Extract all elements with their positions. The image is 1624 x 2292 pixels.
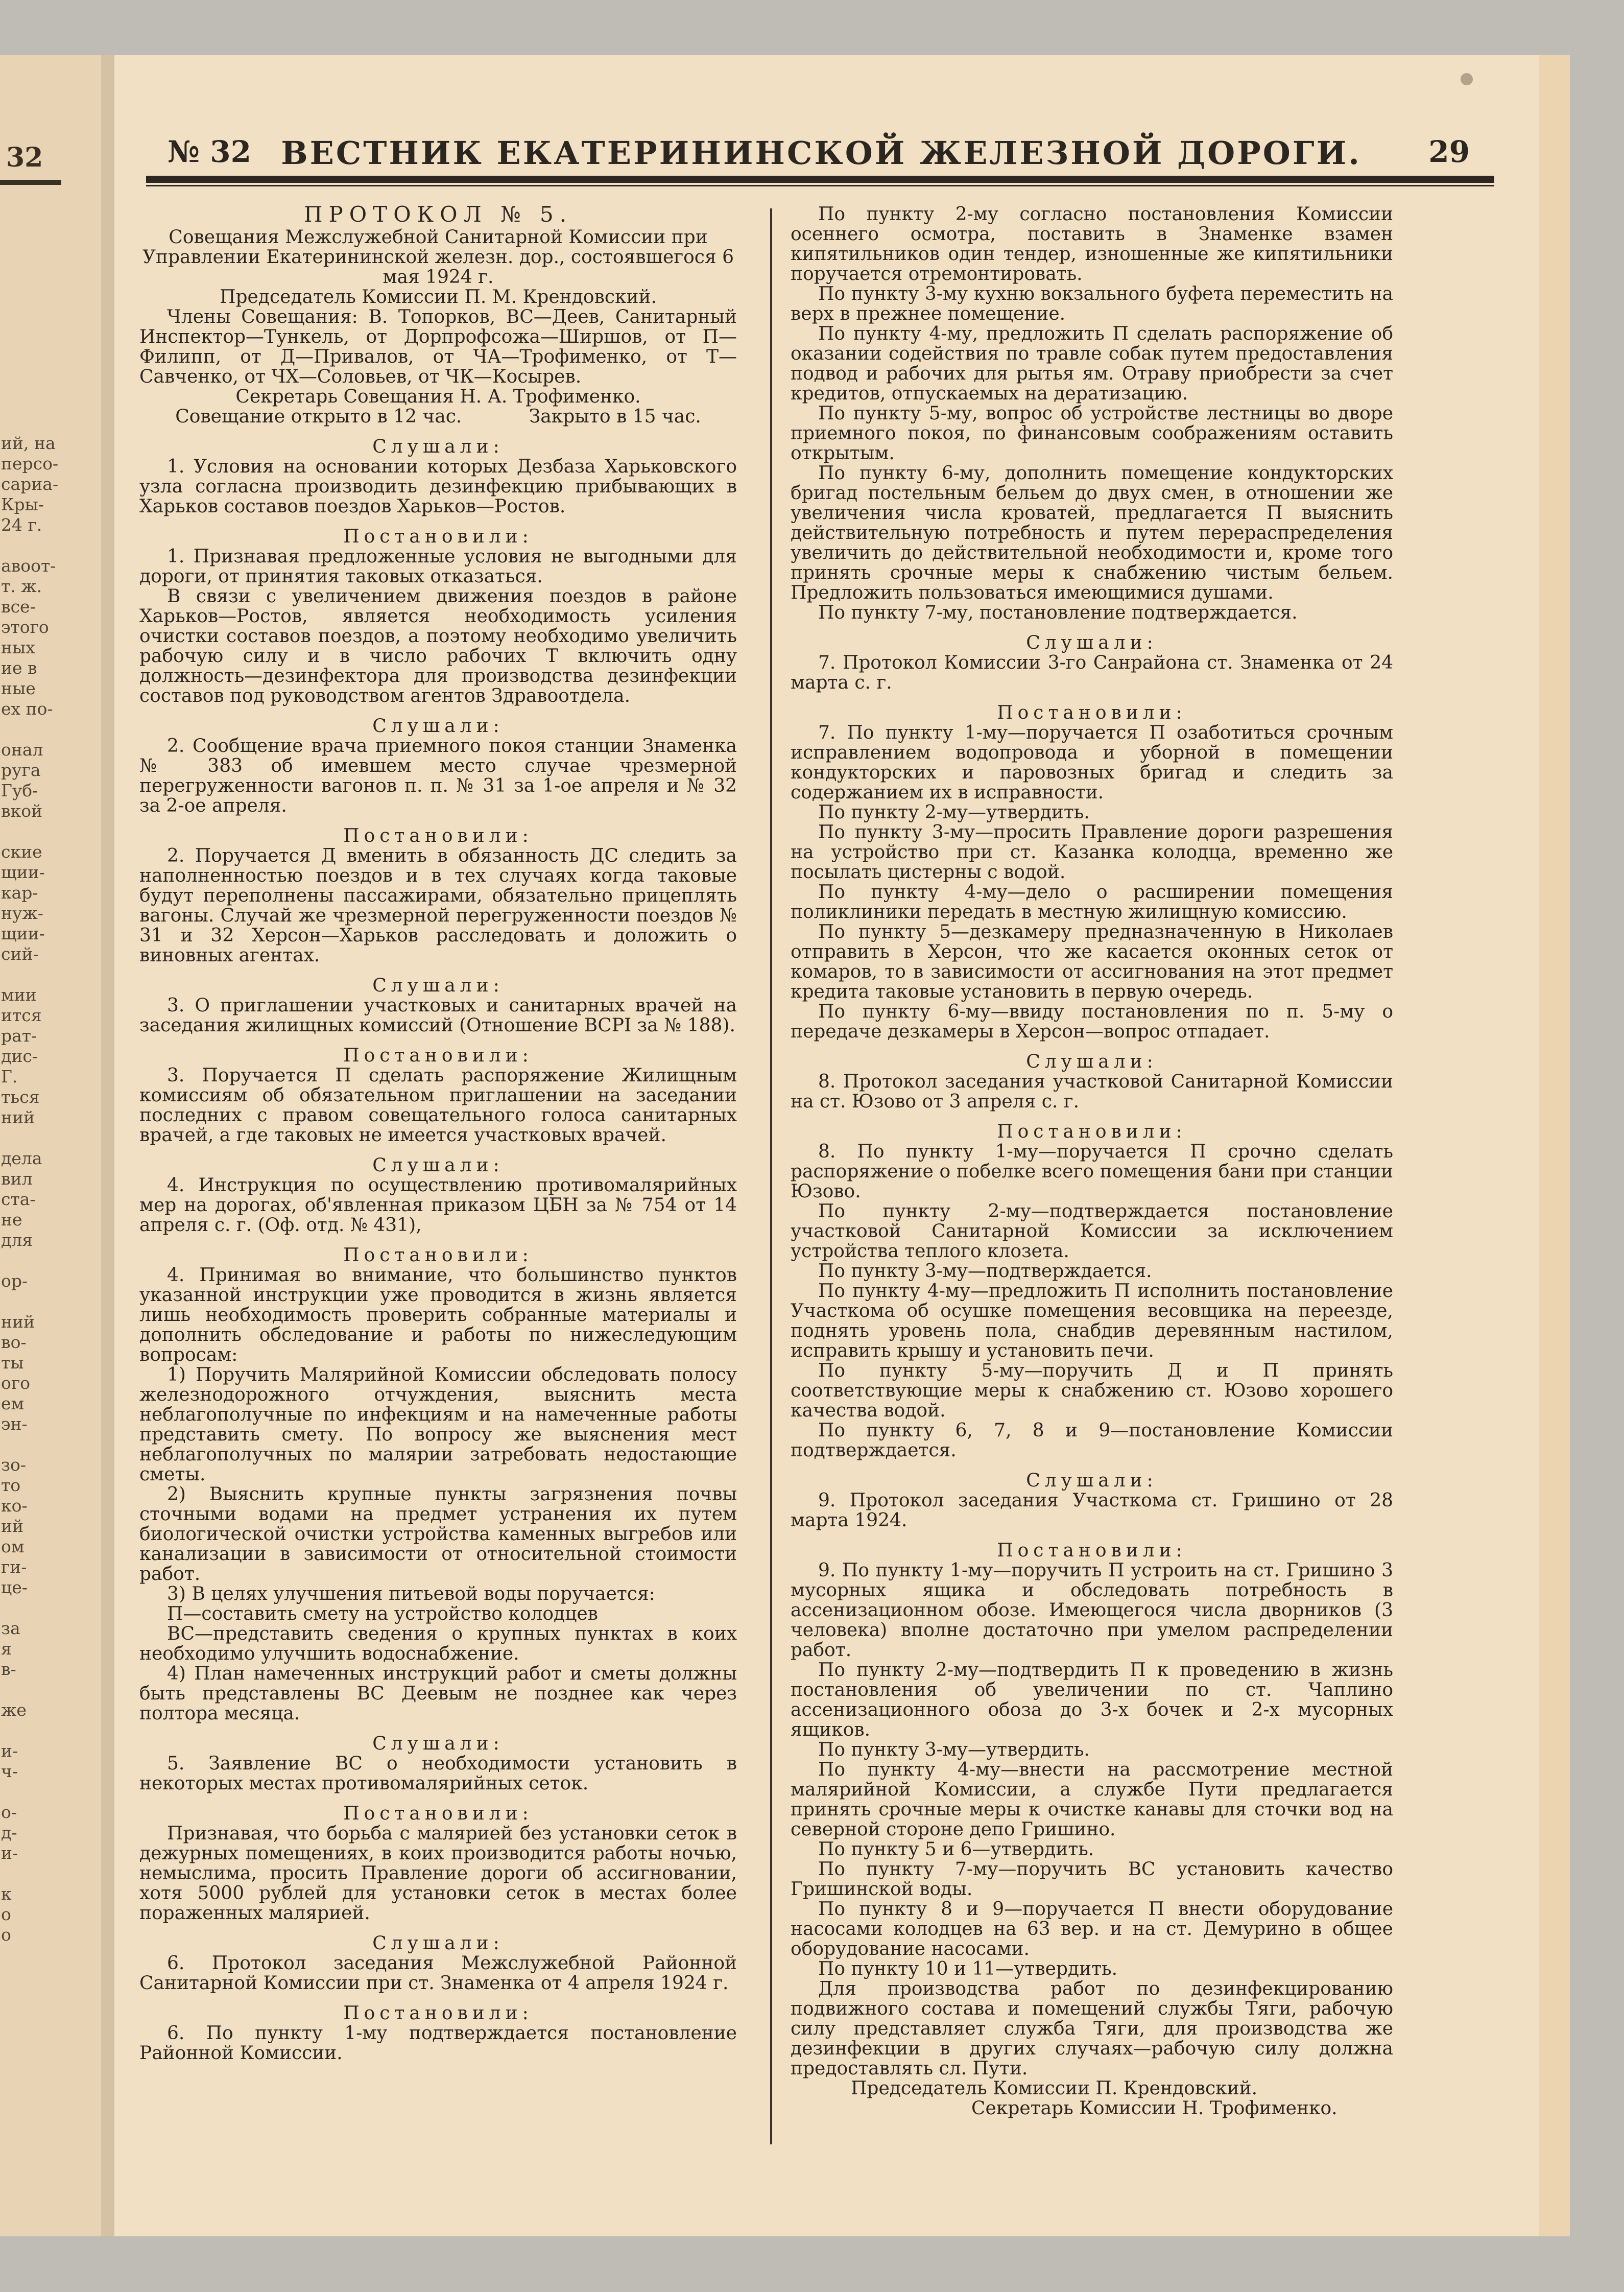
paragraph: По пункту 2-му—подтвердить П к проведению в жизнь постановления об увеличении по ст. Чаплино ассенизационного обоза до 3-х бочек и 2-х мусорных ящиков. [791,1660,1393,1740]
previous-page-fragment: за [1,1618,20,1638]
previous-page-fragment: персо- [1,454,59,474]
paragraph: По пункту 2-му—утвердить. [818,802,1090,823]
paragraph: 8. Протокол заседания участковой Санитарной Комиссии на ст. Юзово от 3 апреля с. г. [791,1071,1393,1112]
paragraph: По пункту 5-му—поручить Д и П принять соответствующие меры к снабжению ст. Юзово хорошего качества водой. [791,1360,1393,1421]
previous-page-fragment: онал [1,740,43,760]
section-heading: Слушали: [1026,1051,1158,1072]
paragraph: По пункту 7-му—поручить ВС установить качество Гришинской воды. [791,1859,1393,1900]
previous-page-fragment: ты [1,1353,24,1373]
section-heading: Постановили: [343,1245,533,1266]
paragraph: 1. Признавая предложенные условия не выгодными для дороги, от принятия таковых отказаться. [139,546,737,587]
previous-page-fragment: этого [1,617,49,637]
previous-page-fragment: Кры- [1,494,44,514]
previous-page-edge [0,55,107,2236]
previous-page-fragment: зо- [1,1455,27,1475]
paragraph: Для производства работ по дезинфекцированию подвижного состава и помещений службы Тяги, рабочую силу представляет служба Тяги, для производства же дезинфекции в других случаях—рабочую силу должна предоставлять сл. Пути. [791,1978,1393,2079]
previous-page-fragment: ий [1,1516,23,1536]
meeting-close-time: Закрыто в 15 час. [529,406,701,427]
centered-line: Совещания Межслужебной Санитарной Комиссии при Управлении Екатерининской железн. дор., состоявшегося 6 мая 1924 г. [142,227,734,288]
paragraph: 7. Протокол Комиссии 3-го Санрайона ст. Знаменка от 24 марта с. г. [791,652,1393,693]
previous-page-fragment [1,821,52,842]
previous-page-fragment [1,1782,52,1802]
previous-page-fragment: сий- [1,944,39,964]
paragraph: 6. Протокол заседания Межслужебной Районной Санитарной Комиссии при ст. Знаменка от 4 апреля 1924 г. [139,1953,737,1994]
page-number: 29 [1428,134,1470,169]
paragraph: По пункту 6, 7, 8 и 9—постановление Комиссии подтверждается. [791,1420,1393,1461]
previous-page-fragment: щии- [1,924,45,943]
section-heading: Слушали: [372,975,504,996]
previous-page-fragment: о [1,1925,11,1945]
previous-page-fragment: во- [1,1332,27,1352]
paragraph: По пункту 7-му, постановление подтверждается. [818,602,1298,623]
previous-page-fragment: Губ- [1,781,38,800]
previous-page-fragment [1,1598,52,1618]
paragraph: Члены Совещания: В. Топорков, ВС—Деев, Санитарный Инспектор—Тункель, от Дорпрофсожа—Ширшов, от П—Филипп, от Д—Привалов, от ЧА—Трофименко, от Т—Савченко, от ЧХ—Соловьев, от ЧК—Косырев. [139,306,737,387]
previous-page-fragment: ие в [1,658,37,678]
newspaper-title: ВЕСТНИК ЕКАТЕРИНИНСКОЙ ЖЕЛЕЗНОЙ ДОРОГИ. [281,134,1362,172]
paper-stain [1461,73,1473,85]
previous-page-fragment: ем [1,1393,25,1413]
page-header [152,134,1490,170]
previous-page-fragment: ться [1,1087,40,1107]
previous-page-fragment [1,535,52,556]
previous-page-fragment: вкой [1,801,43,821]
header-rule-thin [146,185,1494,186]
paragraph: 3. Поручается П сделать распоряжение Жилищным комиссиям об обязательном приглашении на заседании последних с правом совещательного голоса санитарных врачей, а где таковых не имеется участковых врачей. [139,1065,737,1146]
previous-page-fragment: же [1,1700,27,1720]
previous-page-fragment [1,1720,52,1741]
previous-page-fragment: и- [1,1741,18,1761]
previous-page-fragment [1,1863,52,1884]
previous-page-fragment: ста- [1,1189,36,1209]
header-rule [146,176,1494,183]
protocol-title: ПРОТОКОЛ № 5. [303,202,573,227]
paragraph: 5. Заявление ВС о необходимости установить в некоторых местах противомалярийных сеток. [139,1753,737,1794]
section-heading: Постановили: [997,1540,1187,1561]
previous-page-fragment: 24 г. [1,515,42,535]
signature-secretary: Секретарь Комиссии Н. Трофименко. [971,2098,1338,2119]
previous-page-fragment: ний [1,1312,35,1332]
section-heading: Слушали: [372,1933,504,1954]
previous-page-fragment: Г. [1,1067,18,1086]
section-heading: Постановили: [997,1121,1187,1142]
section-heading: Постановили: [343,526,533,547]
right-column [791,204,1393,2118]
previous-page-fragment: и- [1,1843,18,1863]
previous-page-rule [0,180,61,185]
newspaper-page [101,55,1570,2236]
previous-page-fragment: кар- [1,883,38,903]
previous-page-fragment: мии [1,985,37,1005]
paragraph: По пункту 5-му, вопрос об устройстве лестницы во дворе приемного покоя, по финансовым соображениям оставить открытым. [791,403,1393,464]
previous-page-fragment: руга [1,760,41,780]
paragraph: 9. По пункту 1-му—поручить П устроить на ст. Гришино 3 мусорных ящика и обследовать потребность в ассенизационном обозе. Имеющегося числа дворников (3 человека) вполне достаточно при умелом распределении работ. [791,1560,1393,1661]
paragraph: 1) Поручить Малярийной Комиссии обследовать полосу железнодорожного отчуждения, выяснить места неблагополучные по инфекциям и на намеченные работы представить смету. По вопросу же выяснения мест неблагополучных по малярии затребовать недостающие сметы. [139,1364,737,1485]
previous-page-fragment: т. ж. [1,576,42,596]
previous-page-fragment: всe- [1,597,36,617]
paragraph: По пункту 4-му—дело о расширении помещения поликлиники передать в местную жилищную комиссию. [791,882,1393,923]
column-divider [770,208,772,2144]
previous-page-fragment [1,1680,52,1700]
previous-page-fragment: рат- [1,1026,37,1046]
paragraph: П—составить смету на устройство колодцев [167,1603,598,1624]
previous-page-text-fragments [1,433,59,1945]
previous-page-fragment [1,1250,52,1271]
previous-page-fragment: ч- [1,1761,18,1781]
meeting-times [139,407,737,427]
paragraph: По пункту 4-му—внести на рассмотрение местной малярийной Комиссии, а службе Пути предлагается принять срочные меры к очистке канавы для сточки вод на северной стороне депо Гришино. [791,1759,1393,1840]
section-heading: Постановили: [343,1803,533,1824]
previous-page-fragment: в- [1,1659,16,1679]
previous-page-fragment: к [1,1884,12,1904]
paragraph: По пункту 3-му—просить Правление дороги разрешения на устройство при ст. Казанка колодца, временно же посылать цистерны с водой. [791,822,1393,883]
section-heading: Постановили: [343,1045,533,1066]
paragraph: По пункту 3-му—утвердить. [818,1739,1090,1760]
previous-page-fragment: для [1,1230,33,1250]
previous-page-fragment: ги- [1,1557,27,1577]
previous-page-fragment: ные [1,678,36,698]
section-heading: Слушали: [1026,1470,1158,1491]
section-heading: Слушали: [372,716,504,737]
issue-number: № 32 [168,134,251,169]
paragraph: 3. О приглашении участковых и санитарных врачей на заседания жилищных комиссий (Отношение ВСРI за № 188). [139,995,737,1036]
paragraph: По пункту 5 и 6—утвердить. [818,1839,1094,1860]
paragraph: По пункту 6-му, дополнить помещение кондукторских бригад постельным бельем до двух смен, в отношении же увеличения числа кроватей, предлагается П выяснить действительную потребность и путем перераспределения увеличить до действительной необходимости и, кроме того принять срочные меры к снабжению чистым бельем. Предложить пользоваться имеющимися душами. [791,463,1393,603]
previous-page-fragment: ские [1,842,42,862]
section-heading: Постановили: [343,825,533,846]
paragraph: 1. Условия на основании которых Дезбаза Харьковского узла согласна производить дезинфекцию прибывающих в Харьков составов поездов Харьков—Ростов. [139,456,737,517]
paragraph: 2. Поручается Д вменить в обязанность ДС следить за наполненностью поездов и в тех случаях когда таковые будут переполнены пассажирами, обязательно прицеплять вагоны. Случай же чрезмерной перегруженности поездов № 31 и 32 Херсон—Харьков расследовать и доложить о виновных агентах. [139,845,737,966]
previous-page-fragment: ом [1,1537,25,1556]
previous-page-fragment: ий, на [1,433,56,453]
paragraph: По пункту 6-му—ввиду постановления по п. 5-му о передаче дезкамеры в Херсон—вопрос отпадает. [791,1001,1393,1042]
paragraph: По пункту 2-му согласно постановления Комиссии осеннего осмотра, поставить в Знаменке взамен кипятильников один тендер, изношенные же кипятильники поручается отремонтировать. [791,204,1393,285]
paragraph: Признавая, что борьба с малярией без установки сеток в дежурных помещениях, в коих производится работы ночью, немыслима, просить Правление дороги об ассигновании, хотя 5000 рублей для установки сеток в местах более пораженных малярией. [139,1823,737,1924]
previous-page-fragment [1,1128,52,1148]
previous-page-fragment: дела [1,1148,42,1168]
section-heading: Постановили: [997,702,1187,723]
paragraph: 2. Сообщение врача приемного покоя станции Знаменка № 383 об имевшем место случае чрезмерной перегруженности вагонов п. п. № 31 за 1-ое апреля и № 32 за 2-ое апреля. [139,736,737,816]
section-heading: Слушали: [372,1155,504,1176]
paragraph: По пункту 4-му, предложить П сделать распоряжение об оказании содействия по травле собак путем предоставления подвод и рабочих для рытья ям. Отраву приобрести за счет кредитов, отпускаемых на дератизацию. [791,323,1393,404]
previous-page-number: 32 [6,142,43,173]
previous-page-fragment: ко- [1,1496,28,1516]
previous-page-fragment: ех по- [1,699,53,719]
paragraph: 7. По пункту 1-му—поручается П озаботиться срочным исправлением водопровода и уборной в помещении кондукторских и паровозных бригад и следить за содержанием их в исправности. [791,722,1393,803]
previous-page-fragment: эн- [1,1414,28,1434]
paragraph: По пункту 5—дезкамеру предназначенную в Николаев отправить в Херсон, что же касается оконных сеток от комаров, то в зависимости от ассигнования на этот предмет кредита таковые установить в первую очередь. [791,921,1393,1002]
paragraph: 4. Принимая во внимание, что большинство пунктов указанной инструкции уже проводится в жизнь является лишь необходимость проверить собранные материалы и дополнить обследование и работы по нижеследующим вопросам: [139,1265,737,1365]
paragraph: По пункту 3-му кухню вокзального буфета переместить на верх в прежнее помещение. [791,283,1393,324]
previous-page-fragment: ных [1,637,35,657]
previous-page-fragment: це- [1,1577,28,1597]
paragraph: 6. По пункту 1-му подтверждается постановление Районной Комиссии. [139,2023,737,2064]
previous-page-fragment [1,1291,52,1312]
left-column [139,204,737,2063]
section-heading: Слушали: [1026,632,1158,653]
previous-page-fragment: то [1,1475,21,1495]
previous-page-fragment: ого [1,1373,31,1393]
previous-page-fragment [1,1434,52,1455]
centered-line: Секретарь Совещания Н. А. Трофименко. [235,386,641,407]
previous-page-fragment: о- [1,1802,17,1822]
previous-page-fragment: вил [1,1169,33,1189]
section-heading: Постановили: [343,2003,533,2024]
paragraph: 8. По пункту 1-му—поручается П срочно сделать распоряжение о побелке всего помещения бани при станции Юзово. [791,1141,1393,1202]
paragraph: 9. Протокол заседания Участкома ст. Гришино от 28 марта 1924. [791,1490,1393,1531]
paragraph: По пункту 3-му—подтверждается. [818,1261,1152,1282]
previous-page-fragment: д- [1,1823,17,1842]
previous-page-fragment: ний [1,1107,35,1127]
paragraph: 4. Инструкция по осуществлению противомалярийных мер на дорогах, об'явленная приказом ЦБН за № 754 от 14 апреля с. г. (Оф. отд. № 431), [139,1175,737,1236]
previous-page-fragment [1,719,52,740]
paragraph: ВС—представить сведения о крупных пунктах в коих необходимо улучшить водоснабжение. [139,1623,737,1664]
previous-page-fragment: щии- [1,862,45,882]
paragraph: По пункту 2-му—подтверждается постановление участковой Санитарной Комиссии за исключением устройства теплого клозета. [791,1201,1393,1262]
paragraph: По пункту 4-му—предложить П исполнить постановление Участкома об осушке помещения весовщика на переезде, поднять уровень пола, снабдив деревянным настилом, исправить крышу и установить печи. [791,1281,1393,1361]
previous-page-fragment: я [1,1639,12,1659]
paragraph: 4) План намеченных инструкций работ и сметы должны быть представлены ВС Деевым не позднее как через полтора месяца. [139,1663,737,1724]
centered-line: Председатель Комиссии П. М. Крендовский. [220,287,657,308]
previous-page-fragment: дис- [1,1046,38,1066]
previous-page-fragment [1,964,52,985]
previous-page-fragment: ится [1,1005,42,1025]
paragraph: По пункту 10 и 11—утвердить. [818,1958,1118,1979]
paragraph: В связи с увеличением движения поездов в районе Харьков—Ростов, является необходимость усиления очистки составов поездов, а поэтому необходимо увеличить рабочую силу и в число рабочих Т включить одну должность—дезинфектора для производства дезинфекции составов под руководством агентов Здравоотдела. [139,586,737,706]
previous-page-fragment: о [1,1904,11,1924]
paragraph: По пункту 8 и 9—поручается П внести оборудование насосами колодцев на 63 вер. и на ст. Демурино в общее оборудование насосами. [791,1899,1393,1959]
previous-page-fragment: нуж- [1,903,43,923]
section-heading: Слушали: [372,1733,504,1754]
previous-page-fragment: авоот- [1,556,56,576]
meeting-open-time: Совещание открыто в 12 час. [175,406,462,427]
paragraph: 3) В целях улучшения питьевой воды поручается: [167,1584,655,1604]
previous-page-fragment: не [1,1210,22,1230]
section-heading: Слушали: [372,436,504,457]
signature-chairman: Председатель Комиссии П. Крендовский. [851,2078,1258,2099]
previous-page-fragment: ор- [1,1271,28,1291]
previous-page-fragment: сариа- [1,474,59,494]
paragraph: 2) Выяснить крупные пункты загрязнения почвы сточными водами на предмет устранения их путем биологической очистки устройства каменных выгребов или канализации в зависимости от относительной стоимости работ. [139,1484,737,1585]
